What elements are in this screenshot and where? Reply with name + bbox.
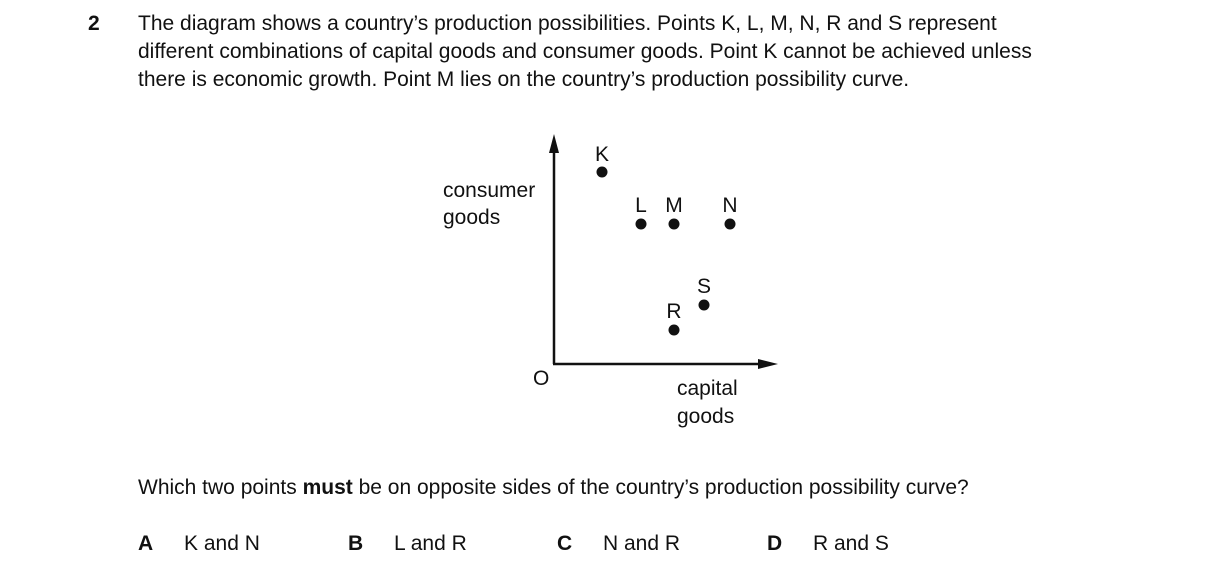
point-label-m: M — [665, 194, 683, 217]
point-s — [699, 300, 710, 311]
option-letter: B — [348, 532, 364, 555]
y-axis-label: consumer — [443, 179, 536, 202]
option-text: K and N — [184, 532, 260, 555]
point-l — [636, 219, 647, 230]
point-label-s: S — [696, 275, 712, 298]
point-label-r: R — [666, 300, 682, 323]
stem-line: there is economic growth. Point M lies on the country’s production possibility curve. — [138, 68, 910, 91]
point-n — [725, 219, 736, 230]
prompt-emphasis: must — [302, 476, 353, 499]
option-letter: A — [138, 532, 154, 555]
x-axis-arrowhead — [758, 359, 778, 369]
point-label-k: K — [594, 143, 610, 166]
x-axis-label: capital — [677, 377, 738, 400]
prompt-text: Which two points — [138, 476, 303, 499]
option-letter: D — [767, 532, 783, 555]
y-axis-arrowhead — [549, 134, 559, 153]
question-number: 2 — [88, 12, 100, 35]
option-text: N and R — [603, 532, 681, 555]
y-axis-label: goods — [443, 206, 501, 229]
point-label-n: N — [722, 194, 738, 217]
point-k — [597, 167, 608, 178]
prompt-text: be on opposite sides of the country’s production possibility curve? — [352, 476, 969, 499]
stem-line: The diagram shows a country’s production possibilities. Points K, L, M, N, R and S represent — [138, 12, 997, 35]
origin-label: O — [533, 367, 550, 390]
option-letter: C — [557, 532, 573, 555]
question-prompt — [138, 474, 969, 502]
point-m — [669, 219, 680, 230]
point-label-l: L — [635, 194, 647, 217]
x-axis-label: goods — [677, 405, 735, 428]
stem-line: different combinations of capital goods and consumer goods. Point K cannot be achieved unless — [138, 40, 1032, 63]
option-text: R and S — [813, 532, 889, 555]
option-text: L and R — [394, 532, 467, 555]
point-r — [669, 325, 680, 336]
